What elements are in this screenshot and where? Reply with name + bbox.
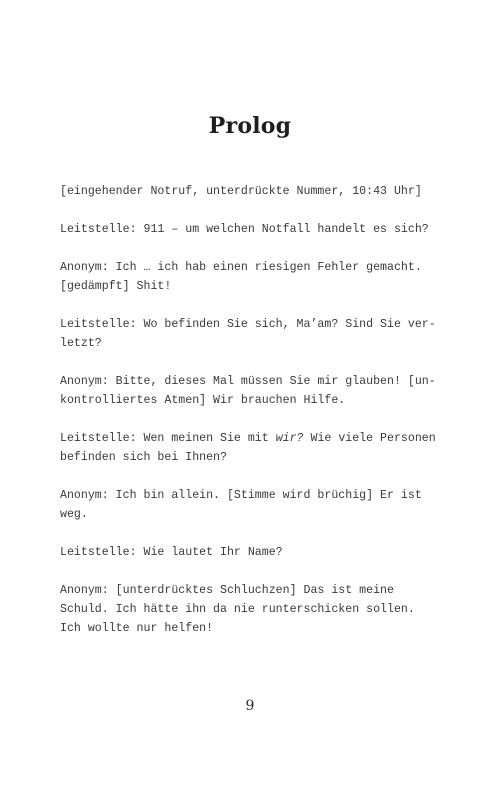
chapter-title: Prolog <box>208 113 292 139</box>
transcript-paragraph <box>60 258 450 296</box>
transcript-paragraph <box>60 315 450 353</box>
transcript-line: Anonym: Ich … ich hab einen riesigen Fehler gemacht. <box>60 261 422 274</box>
transcript-line-segment: Wie viele Personen <box>303 432 436 445</box>
transcript-line: Leitstelle: 911 – um welchen Notfall handelt es sich? <box>60 223 429 236</box>
transcript-line: Anonym: Bitte, dieses Mal müssen Sie mir glauben! [un- <box>60 375 436 388</box>
emphasized-word: wir? <box>275 432 304 445</box>
page-number: 9 <box>245 698 255 714</box>
transcript-paragraph <box>60 429 450 467</box>
transcript-paragraph <box>60 486 450 524</box>
transcript-body <box>60 182 450 657</box>
transcript-line: Anonym: Ich bin allein. [Stimme wird brüchig] Er ist <box>60 489 422 502</box>
transcript-line: Ich wollte nur helfen! <box>60 622 214 635</box>
transcript-paragraph <box>60 372 450 410</box>
transcript-paragraph <box>60 220 450 239</box>
transcript-line: kontrolliertes Atmen] Wir brauchen Hilfe. <box>60 394 346 407</box>
transcript-line: letzt? <box>60 337 102 350</box>
transcript-line-segment: Leitstelle: Wen meinen Sie mit <box>60 432 276 445</box>
transcript-line: Schuld. Ich hätte ihn da nie runterschicken sollen. <box>60 603 415 616</box>
transcript-line: [eingehender Notruf, unterdrückte Nummer, 10:43 Uhr] <box>60 185 422 198</box>
transcript-line: weg. <box>60 508 88 521</box>
transcript-line: [gedämpft] Shit! <box>60 280 172 293</box>
transcript-line: Leitstelle: Wie lautet Ihr Name? <box>60 546 283 559</box>
transcript-paragraph <box>60 581 450 638</box>
transcript-paragraph <box>60 182 450 201</box>
transcript-line-with-emphasis <box>60 429 450 448</box>
transcript-paragraph <box>60 543 450 562</box>
transcript-line: befinden sich bei Ihnen? <box>60 451 227 464</box>
transcript-line: Anonym: [unterdrücktes Schluchzen] Das ist meine <box>60 584 394 597</box>
transcript-line: Leitstelle: Wo befinden Sie sich, Ma’am? Sind Sie ver- <box>60 318 436 331</box>
